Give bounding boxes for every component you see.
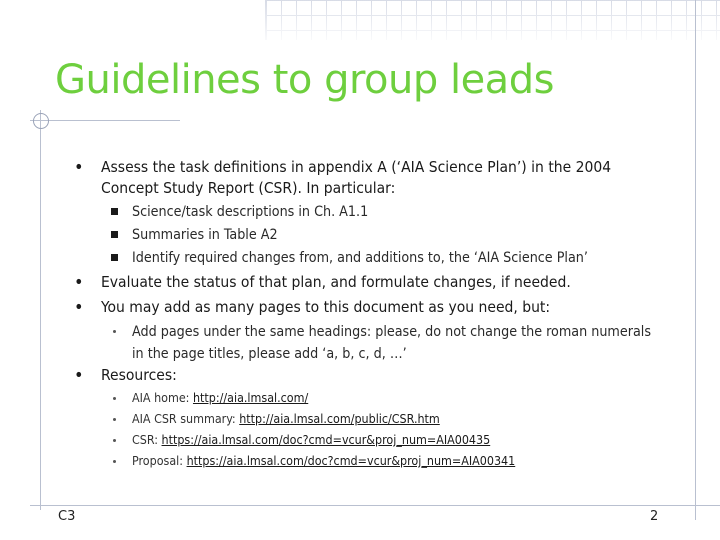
small-bullet-icon [113,330,116,333]
bullet-dot-icon: • [74,297,84,318]
csr-link[interactable]: https://aia.lmsal.com/doc?cmd=vcur&proj_num=AIA00435 [161,432,491,447]
bullet-evaluate [74,272,661,293]
slide-title: Guidelines to group leads [55,57,554,103]
resource-item [132,408,672,429]
decorative-left-line [40,110,41,510]
csr-summary-link[interactable]: http://aia.lmsal.com/public/CSR.htm [239,411,440,426]
page-number: 2 [650,509,659,524]
footer-divider [30,505,720,506]
bullet-resources [74,365,661,386]
small-bullet-icon [113,460,116,463]
bullet-dot-icon: • [74,157,84,178]
bullet-dot-icon: • [74,365,84,386]
resource-label: AIA CSR summary: [132,411,240,426]
list-item-text: Science/task descriptions in Ch. A1.1 [132,204,369,220]
list-item-text: Summaries in Table A2 [132,227,278,243]
bullet-dot-icon: • [74,272,84,293]
resource-label: AIA home: [132,390,193,405]
resource-label: CSR: [132,432,162,447]
square-bullet-icon [111,254,118,261]
small-bullet-icon [113,397,116,400]
bullet-add-pages [74,297,661,318]
small-bullet-icon [113,418,116,421]
proposal-link[interactable]: https://aia.lmsal.com/doc?cmd=vcur&proj_num=AIA00341 [186,453,516,468]
list-item-text: Add pages under the same headings: please, do not change the roman numerals in the page titles, please add ‘a, b, c, d, …’ [132,324,651,362]
list-item-text: Identify required changes from, and additions to, the ‘AIA Science Plan’ [132,250,588,266]
decorative-grid-fade [265,0,720,40]
list-item [132,321,652,365]
bullet-resources-text: Resources: [101,366,177,384]
square-bullet-icon [111,208,118,215]
bullet-add-pages-text: You may add as many pages to this document as you need, but: [101,298,551,316]
aia-home-link[interactable]: http://aia.lmsal.com/ [192,390,309,405]
small-bullet-icon [113,439,116,442]
resource-label: Proposal: [132,453,187,468]
bullet-assess [74,157,661,199]
crosshair-icon [33,113,49,129]
title-underline [30,120,180,121]
list-item [132,247,672,269]
bullet-evaluate-text: Evaluate the status of that plan, and formulate changes, if needed. [101,273,571,291]
footer-label: C3 [58,509,76,524]
list-item [132,201,672,223]
list-item [132,224,672,246]
decorative-vertical-line [695,0,696,520]
resource-item [132,387,672,408]
resource-item [132,429,672,450]
bullet-assess-text: Assess the task definitions in appendix A (‘AIA Science Plan’) in the 2004 Concept Study Report (CSR). In particular: [101,158,612,197]
resource-item [132,450,672,471]
square-bullet-icon [111,231,118,238]
